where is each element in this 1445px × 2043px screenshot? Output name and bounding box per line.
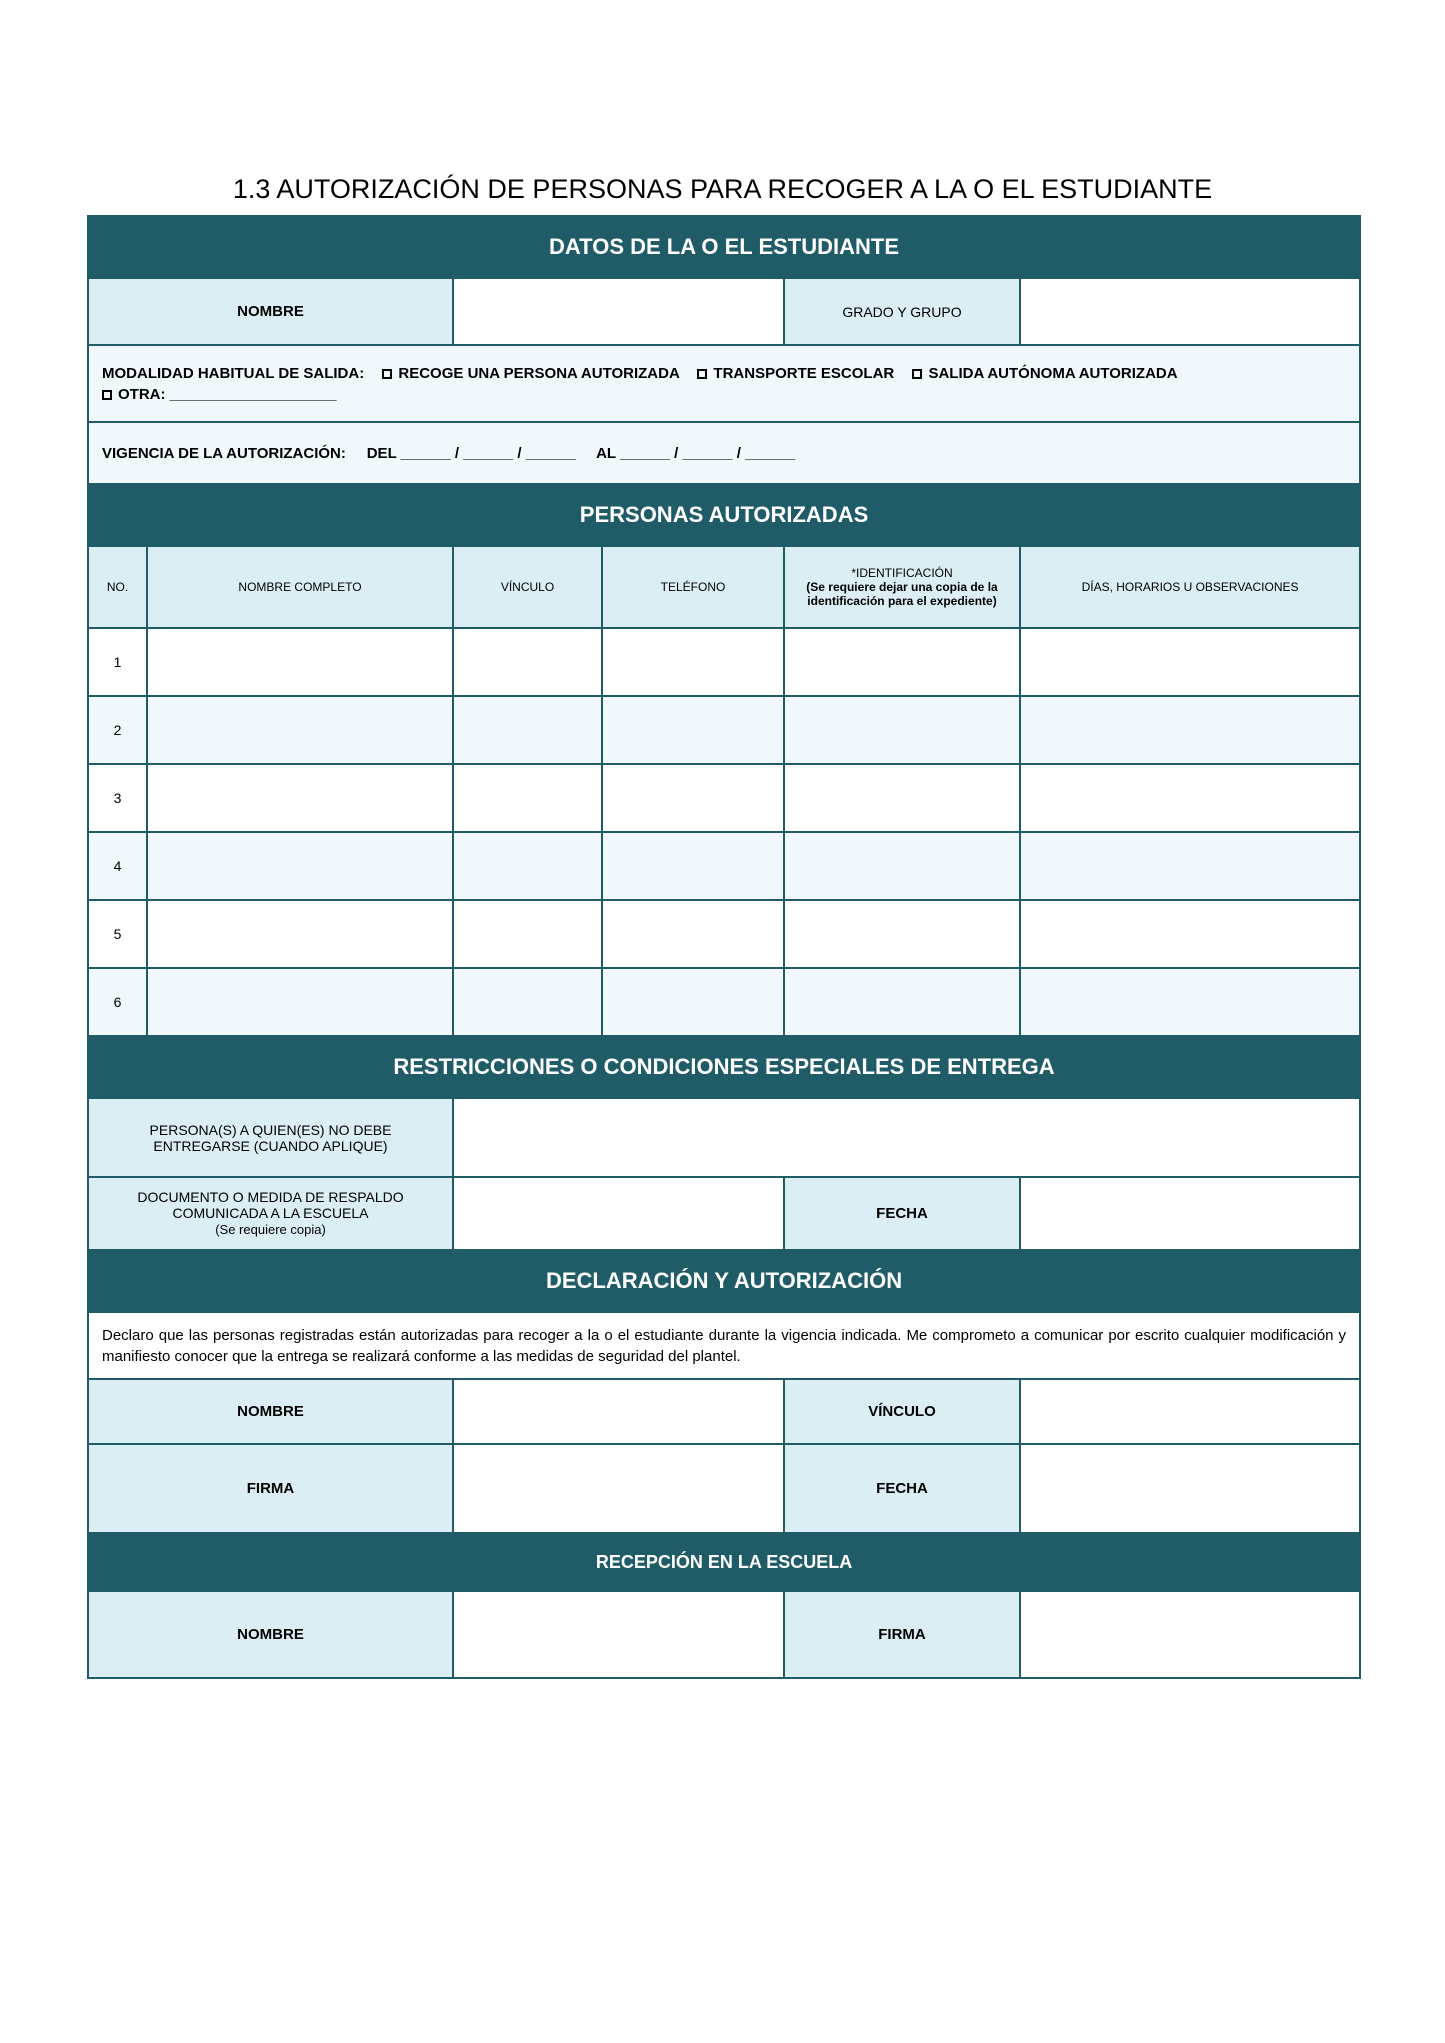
- row-number: 2: [88, 696, 147, 764]
- cell-full-name[interactable]: [147, 968, 453, 1036]
- validity-row[interactable]: VIGENCIA DE LA AUTORIZACIÓN: DEL ______ / ______ / ______ AL ______ / ______ / ______: [88, 422, 1360, 484]
- cell-link[interactable]: [453, 900, 602, 968]
- declaration-text: Declaro que las personas registradas están autorizadas para recoger a la o el estudiante durante la vigencia indicada. Me comprometo a comunicar por escrito cualquier modificación y manifiesto conocer que la entrega se realizará conforme a las medidas de seguridad del plantel.: [88, 1312, 1360, 1379]
- grade-group-field[interactable]: [1020, 278, 1360, 345]
- col-header-full-name: NOMBRE COMPLETO: [147, 546, 453, 628]
- cell-observations[interactable]: [1020, 764, 1360, 832]
- cell-link[interactable]: [453, 832, 602, 900]
- reception-name-field[interactable]: [453, 1591, 784, 1678]
- document-label: DOCUMENTO O MEDIDA DE RESPALDO COMUNICADA A LA ESCUELA (Se requiere copia): [88, 1177, 453, 1250]
- col-header-observations: DÍAS, HORARIOS U OBSERVACIONES: [1020, 546, 1360, 628]
- guardian-name-field[interactable]: [453, 1379, 784, 1444]
- cell-link[interactable]: [453, 764, 602, 832]
- declaration-date-field[interactable]: [1020, 1444, 1360, 1533]
- declaration-section-header: DECLARACIÓN Y AUTORIZACIÓN: [88, 1250, 1360, 1312]
- reception-signature-label: FIRMA: [784, 1591, 1020, 1678]
- cell-link[interactable]: [453, 968, 602, 1036]
- reception-signature-field[interactable]: [1020, 1591, 1360, 1678]
- declaration-date-label: FECHA: [784, 1444, 1020, 1533]
- checkbox-icon[interactable]: [102, 390, 112, 400]
- cell-observations[interactable]: [1020, 832, 1360, 900]
- cell-observations[interactable]: [1020, 968, 1360, 1036]
- exit-mode-row: [88, 345, 1360, 422]
- cell-observations[interactable]: [1020, 628, 1360, 696]
- cell-link[interactable]: [453, 628, 602, 696]
- not-deliver-field[interactable]: [453, 1098, 1360, 1177]
- option-school-transport[interactable]: TRANSPORTE ESCOLAR: [697, 365, 894, 382]
- cell-phone[interactable]: [602, 968, 784, 1036]
- student-name-label: NOMBRE: [88, 278, 453, 345]
- persons-section-header: PERSONAS AUTORIZADAS: [88, 484, 1360, 546]
- table-row: [88, 628, 1360, 696]
- checkbox-icon[interactable]: [697, 369, 707, 379]
- cell-full-name[interactable]: [147, 696, 453, 764]
- cell-identification[interactable]: [784, 764, 1020, 832]
- row-number: 4: [88, 832, 147, 900]
- not-deliver-label: PERSONA(S) A QUIEN(ES) NO DEBE ENTREGARSE (CUANDO APLIQUE): [88, 1098, 453, 1177]
- guardian-signature-label: FIRMA: [88, 1444, 453, 1533]
- cell-full-name[interactable]: [147, 764, 453, 832]
- guardian-name-label: NOMBRE: [88, 1379, 453, 1444]
- reception-name-label: NOMBRE: [88, 1591, 453, 1678]
- cell-phone[interactable]: [602, 696, 784, 764]
- cell-phone[interactable]: [602, 764, 784, 832]
- cell-identification[interactable]: [784, 696, 1020, 764]
- page-title: 1.3 AUTORIZACIÓN DE PERSONAS PARA RECOGER A LA O EL ESTUDIANTE: [232, 174, 1213, 204]
- cell-identification[interactable]: [784, 900, 1020, 968]
- guardian-link-field[interactable]: [1020, 1379, 1360, 1444]
- row-number: 6: [88, 968, 147, 1036]
- cell-full-name[interactable]: [147, 832, 453, 900]
- table-row: [88, 764, 1360, 832]
- cell-observations[interactable]: [1020, 900, 1360, 968]
- student-section-header: DATOS DE LA O EL ESTUDIANTE: [88, 216, 1360, 278]
- row-number: 3: [88, 764, 147, 832]
- option-other[interactable]: OTRA: ____________________: [102, 386, 337, 403]
- table-row: [88, 968, 1360, 1036]
- student-name-field[interactable]: [453, 278, 784, 345]
- col-header-link: VÍNCULO: [453, 546, 602, 628]
- guardian-link-label: VÍNCULO: [784, 1379, 1020, 1444]
- restrictions-section-header: RESTRICCIONES O CONDICIONES ESPECIALES DE ENTREGA: [88, 1036, 1360, 1098]
- authorization-form: [87, 215, 1361, 1679]
- col-header-identification: *IDENTIFICACIÓN (Se requiere dejar una copia de la identificación para el expediente): [784, 546, 1020, 628]
- document-field[interactable]: [453, 1177, 784, 1250]
- restriction-date-field[interactable]: [1020, 1177, 1360, 1250]
- cell-full-name[interactable]: [147, 628, 453, 696]
- cell-phone[interactable]: [602, 900, 784, 968]
- row-number: 1: [88, 628, 147, 696]
- cell-identification[interactable]: [784, 968, 1020, 1036]
- cell-identification[interactable]: [784, 628, 1020, 696]
- cell-observations[interactable]: [1020, 696, 1360, 764]
- exit-mode-label: MODALIDAD HABITUAL DE SALIDA:: [102, 364, 365, 382]
- checkbox-icon[interactable]: [912, 369, 922, 379]
- row-number: 5: [88, 900, 147, 968]
- table-row: [88, 832, 1360, 900]
- col-header-number: NO.: [88, 546, 147, 628]
- grade-group-label: GRADO Y GRUPO: [784, 278, 1020, 345]
- cell-link[interactable]: [453, 696, 602, 764]
- option-autonomous-exit[interactable]: SALIDA AUTÓNOMA AUTORIZADA: [912, 365, 1177, 382]
- cell-phone[interactable]: [602, 832, 784, 900]
- option-authorized-person[interactable]: RECOGE UNA PERSONA AUTORIZADA: [382, 365, 679, 382]
- checkbox-icon[interactable]: [382, 369, 392, 379]
- guardian-signature-field[interactable]: [453, 1444, 784, 1533]
- cell-phone[interactable]: [602, 628, 784, 696]
- restriction-date-label: FECHA: [784, 1177, 1020, 1250]
- reception-section-header: RECEPCIÓN EN LA ESCUELA: [88, 1533, 1360, 1591]
- col-header-phone: TELÉFONO: [602, 546, 784, 628]
- cell-identification[interactable]: [784, 832, 1020, 900]
- cell-full-name[interactable]: [147, 900, 453, 968]
- table-row: [88, 696, 1360, 764]
- table-row: [88, 900, 1360, 968]
